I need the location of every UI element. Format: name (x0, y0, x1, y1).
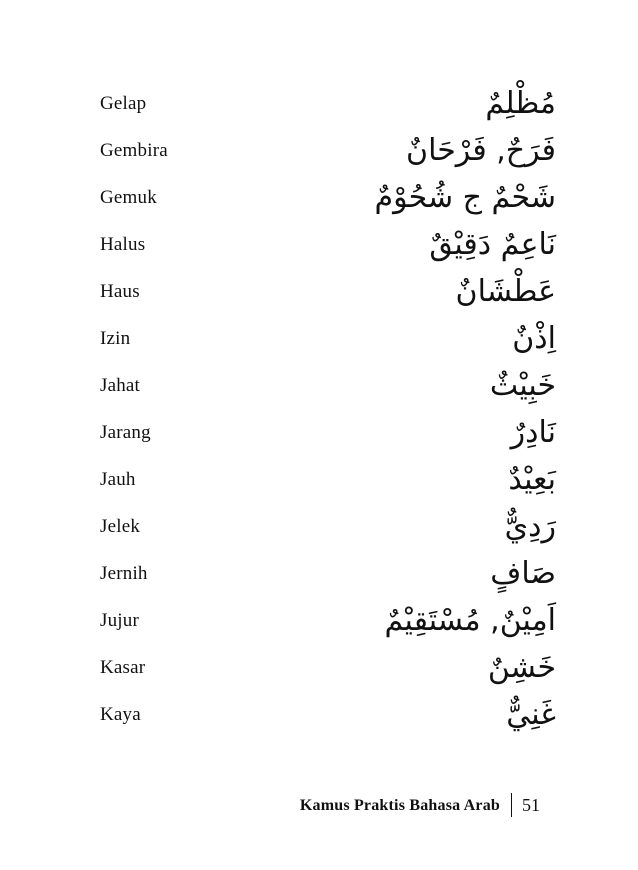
arabic-translation: عَطْشَانٌ (455, 274, 556, 309)
indonesian-word: Kaya (100, 704, 141, 725)
indonesian-word: Haus (100, 281, 140, 302)
arabic-translation: مُظْلِمٌ (485, 86, 556, 121)
indonesian-word: Jernih (100, 563, 148, 584)
arabic-translation: خَبِيْثٌ (489, 368, 556, 403)
arabic-translation: خَشِنٌ (487, 650, 556, 685)
book-title: Kamus Praktis Bahasa Arab (299, 797, 500, 814)
arabic-translation: غَنِيٌّ (506, 697, 556, 732)
arabic-translation: نَادِرٌ (510, 415, 556, 450)
indonesian-word: Gembira (100, 140, 168, 161)
dictionary-entry (0, 364, 638, 411)
dictionary-entry (0, 458, 638, 505)
dictionary-entry (0, 129, 638, 176)
dictionary-entry (0, 693, 638, 740)
indonesian-word: Jelek (100, 516, 141, 537)
dictionary-entry (0, 552, 638, 599)
indonesian-word: Izin (100, 328, 131, 349)
dictionary-entry (0, 317, 638, 364)
indonesian-word: Jauh (100, 469, 136, 490)
indonesian-word: Jarang (100, 422, 151, 443)
dictionary-entry (0, 646, 638, 693)
indonesian-word: Gelap (100, 93, 147, 114)
indonesian-word: Gemuk (100, 187, 157, 208)
dictionary-entry (0, 411, 638, 458)
dictionary-entry (0, 270, 638, 317)
arabic-translation: نَاعِمٌ دَقِيْقٌ (429, 227, 556, 262)
dictionary-entries (0, 82, 638, 740)
indonesian-word: Jahat (100, 375, 141, 396)
indonesian-word: Jujur (100, 610, 139, 631)
footer-divider (511, 793, 512, 817)
page-number: 51 (522, 795, 540, 815)
indonesian-word: Kasar (100, 657, 146, 678)
arabic-translation: اِذْنٌ (512, 321, 556, 356)
arabic-translation: بَعِيْدٌ (508, 462, 556, 497)
dictionary-entry (0, 82, 638, 129)
arabic-translation: رَدِيٌّ (504, 509, 556, 544)
dictionary-entry (0, 223, 638, 270)
arabic-translation: شَحْمٌ ج شُحُوْمٌ (374, 180, 556, 215)
arabic-translation: اَمِيْنٌ, مُسْتَقِيْمٌ (384, 603, 556, 638)
arabic-translation: فَرَحٌ, فَرْحَانٌ (406, 133, 556, 168)
arabic-translation: صَافٍ (490, 556, 556, 591)
page-footer (0, 793, 638, 821)
dictionary-entry (0, 505, 638, 552)
dictionary-entry (0, 176, 638, 223)
indonesian-word: Halus (100, 234, 146, 255)
dictionary-entry (0, 599, 638, 646)
